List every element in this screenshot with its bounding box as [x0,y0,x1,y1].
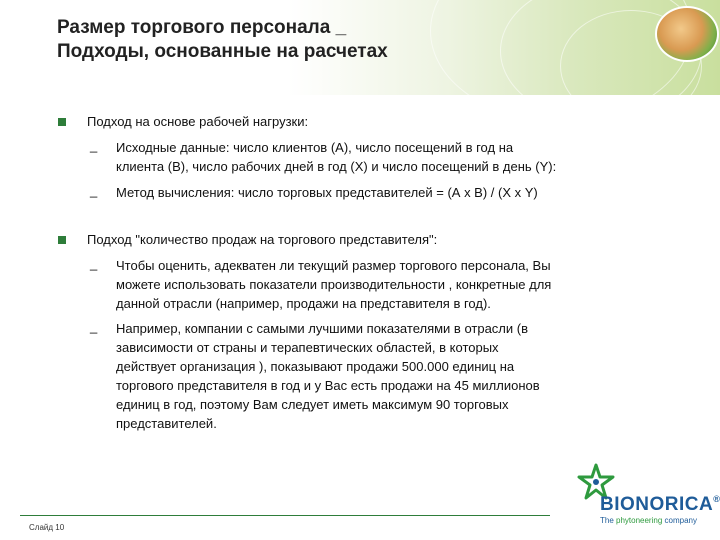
list-item-line: Например, компании с самыми лучшими показателями в отрасли (в [116,321,528,336]
dash-bullet-icon: _ [90,319,98,334]
list-item [116,138,556,176]
header-photo-icon [655,6,719,62]
list-item-line: можете использовать показатели производительности , конкретные для [116,277,552,292]
tagline-prefix: The [600,516,617,525]
square-bullet-icon [58,118,66,126]
list-item-line: торгового представителя в год и у Вас есть продажи на 45 миллионов [116,378,540,393]
list-item [116,256,551,313]
section-heading-1: Подход на основе рабочей нагрузки: [87,114,309,129]
list-item-line: Метод вычисления: число торговых представителей = (А х В) / (Х х Y) [116,185,538,200]
list-item-line: данной отрасли (например, продажи на представителя в год). [116,296,491,311]
logo-registered: ® [713,494,720,504]
list-item [116,319,540,433]
dash-bullet-icon: _ [90,138,98,153]
list-item-line: единиц в год, поэтому Вам следует иметь максимум 90 торговых [116,397,509,412]
footer-divider [20,515,550,516]
dash-bullet-icon: _ [90,256,98,271]
list-item-line: представителей. [116,416,217,431]
tagline-suffix: company [662,516,697,525]
list-item-line: клиента (В), число рабочих дней в год (Х) и число посещений в день (Y): [116,159,557,174]
title-line-2: Подходы, основанные на расчетах [57,41,388,62]
slide-number: Слайд 10 [29,523,65,532]
slide-title [57,16,617,64]
list-item-line: Чтобы оценить, адекватен ли текущий размер торгового персонала, Вы [116,258,551,273]
tagline-highlight: phytoneering [616,516,663,525]
square-bullet-icon [58,236,66,244]
logo-name: BIONORICA [600,494,714,515]
section-heading-2: Подход "количество продаж на торгового представителя": [87,232,438,247]
logo-tagline [600,516,697,525]
dash-bullet-icon: _ [90,183,98,198]
list-item-line: зависимости от страны и терапевтических областей, в которых [116,340,499,355]
list-item-line: действует организация ), показывают продажи 500.000 единиц на [116,359,515,374]
title-line-1: Размер торгового персонала _ [57,17,347,38]
list-item [116,183,538,202]
list-item-line: Исходные данные: число клиентов (А), число посещений в год на [116,140,514,155]
logo-wordmark [600,494,720,516]
